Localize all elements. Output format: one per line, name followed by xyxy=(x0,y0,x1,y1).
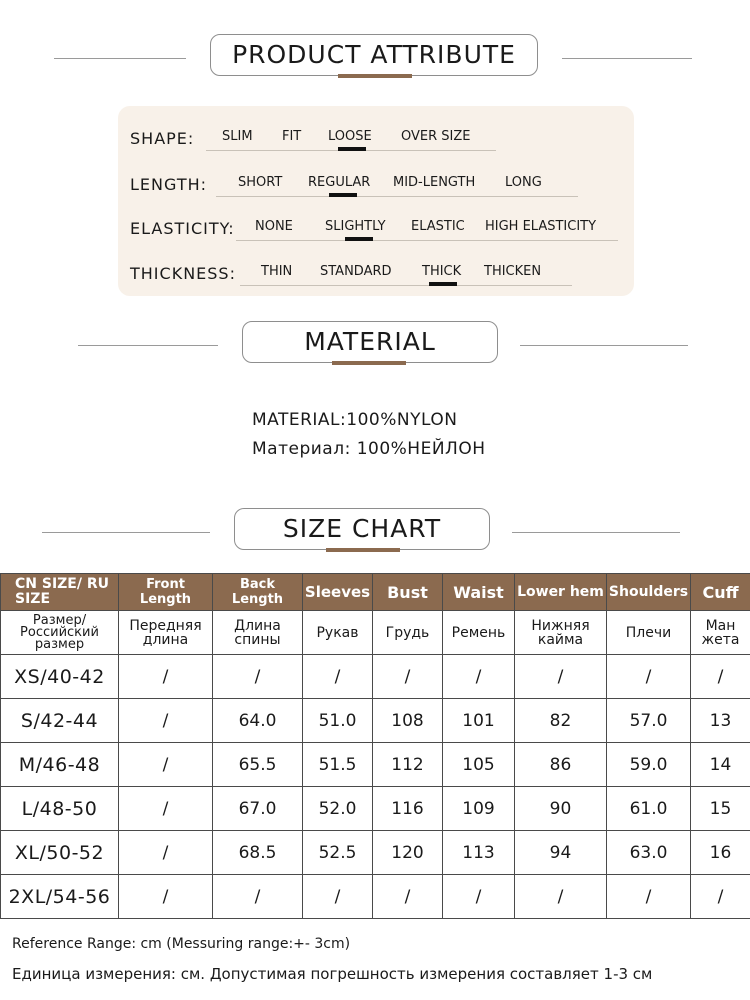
table-cell: 82 xyxy=(515,699,607,743)
table-cell: 15 xyxy=(691,787,750,831)
table-cell: 65.5 xyxy=(213,743,303,787)
table-cell: / xyxy=(213,655,303,699)
section-title: PRODUCT ATTRIBUTE xyxy=(210,34,538,76)
size-cell: L/48-50 xyxy=(1,787,119,831)
table-row xyxy=(1,655,750,699)
attribute-option-selected: THICK xyxy=(422,264,462,279)
attribute-option: SLIM xyxy=(222,129,253,144)
selected-marker xyxy=(345,237,373,241)
table-row xyxy=(1,787,750,831)
size-chart-header xyxy=(0,508,750,558)
column-header-ru: Грудь xyxy=(373,611,443,655)
column-header: Shoulders xyxy=(607,574,691,611)
size-cell: XL/50-52 xyxy=(1,831,119,875)
column-header: Lower hem xyxy=(515,574,607,611)
column-header-ru: Ман жета xyxy=(691,611,750,655)
attribute-rule xyxy=(236,240,618,241)
table-cell: 51.5 xyxy=(303,743,373,787)
attribute-option: THICKEN xyxy=(484,264,542,279)
table-cell: / xyxy=(373,655,443,699)
selected-marker xyxy=(429,282,457,286)
column-header-ru: Размер/ Российский размер xyxy=(1,611,119,655)
table-cell: 113 xyxy=(443,831,515,875)
divider-line xyxy=(562,58,692,59)
divider-line xyxy=(78,345,218,346)
column-header-ru: Передняя длина xyxy=(119,611,213,655)
table-cell: 16 xyxy=(691,831,750,875)
table-row xyxy=(1,699,750,743)
section-title: MATERIAL xyxy=(242,321,498,363)
attribute-row-thickness xyxy=(118,252,634,292)
column-header-ru: Нижняя кайма xyxy=(515,611,607,655)
table-cell: / xyxy=(607,875,691,919)
column-header-ru: Длина спины xyxy=(213,611,303,655)
product-attribute-header xyxy=(0,34,750,84)
table-cell: / xyxy=(303,875,373,919)
attribute-option: LONG xyxy=(505,175,542,190)
table-cell: 90 xyxy=(515,787,607,831)
selected-marker xyxy=(338,147,366,151)
table-cell: 63.0 xyxy=(607,831,691,875)
table-cell: / xyxy=(213,875,303,919)
attribute-option: ELASTIC xyxy=(411,219,465,234)
size-chart-table xyxy=(0,573,750,919)
table-cell: 112 xyxy=(373,743,443,787)
attribute-option: NONE xyxy=(255,219,293,234)
attribute-option: THIN xyxy=(261,264,293,279)
attribute-option: SHORT xyxy=(238,175,283,190)
material-header xyxy=(0,321,750,371)
attribute-row-elasticity xyxy=(118,207,634,247)
size-cell: M/46-48 xyxy=(1,743,119,787)
table-cell: 52.5 xyxy=(303,831,373,875)
column-header-ru: Плечи xyxy=(607,611,691,655)
table-cell: / xyxy=(443,655,515,699)
table-cell: / xyxy=(119,655,213,699)
table-cell: 108 xyxy=(373,699,443,743)
column-header: Sleeves xyxy=(303,574,373,611)
section-title: SIZE CHART xyxy=(234,508,490,550)
column-header: Waist xyxy=(443,574,515,611)
attribute-rule xyxy=(216,196,578,197)
attribute-option: FIT xyxy=(282,129,302,144)
table-cell: / xyxy=(515,655,607,699)
divider-line xyxy=(42,532,210,533)
size-cell: 2XL/54-56 xyxy=(1,875,119,919)
table-cell: / xyxy=(515,875,607,919)
table-cell: 59.0 xyxy=(607,743,691,787)
table-cell: / xyxy=(119,787,213,831)
divider-line xyxy=(512,532,680,533)
attribute-panel xyxy=(118,106,634,296)
attribute-row-length xyxy=(118,163,634,203)
table-cell: 68.5 xyxy=(213,831,303,875)
attribute-label: THICKNESS: xyxy=(130,264,236,283)
attribute-option-selected: REGULAR xyxy=(308,175,371,190)
table-cell: 52.0 xyxy=(303,787,373,831)
divider-line xyxy=(54,58,186,59)
table-cell: / xyxy=(373,875,443,919)
attribute-option: STANDARD xyxy=(320,264,392,279)
attribute-option-selected: SLIGHTLY xyxy=(325,219,386,234)
table-cell: 105 xyxy=(443,743,515,787)
table-cell: / xyxy=(443,875,515,919)
table-cell: 64.0 xyxy=(213,699,303,743)
table-cell: 109 xyxy=(443,787,515,831)
title-underline xyxy=(338,74,412,78)
table-cell: / xyxy=(303,655,373,699)
table-cell: 51.0 xyxy=(303,699,373,743)
column-header: Bust xyxy=(373,574,443,611)
table-cell: 94 xyxy=(515,831,607,875)
table-row xyxy=(1,743,750,787)
table-header-row xyxy=(1,574,750,611)
table-row xyxy=(1,875,750,919)
attribute-option: MID-LENGTH xyxy=(393,175,476,190)
table-cell: / xyxy=(119,699,213,743)
column-header: Front Length xyxy=(119,574,213,611)
selected-marker xyxy=(329,193,357,197)
size-cell: XS/40-42 xyxy=(1,655,119,699)
table-header-row-russian xyxy=(1,611,750,655)
table-cell: 67.0 xyxy=(213,787,303,831)
table-cell: 13 xyxy=(691,699,750,743)
divider-line xyxy=(520,345,688,346)
title-underline xyxy=(326,548,400,552)
attribute-row-shape xyxy=(118,117,634,157)
attribute-option: OVER SIZE xyxy=(401,129,471,144)
table-row xyxy=(1,831,750,875)
material-russian: Материал: 100%НЕЙЛОН xyxy=(252,439,486,459)
table-cell: / xyxy=(119,743,213,787)
table-cell: 116 xyxy=(373,787,443,831)
table-cell: / xyxy=(119,831,213,875)
attribute-label: SHAPE: xyxy=(130,129,195,148)
table-cell: 101 xyxy=(443,699,515,743)
column-header-ru: Рукав xyxy=(303,611,373,655)
table-cell: 61.0 xyxy=(607,787,691,831)
table-cell: / xyxy=(119,875,213,919)
title-underline xyxy=(332,361,406,365)
table-cell: / xyxy=(691,875,750,919)
footnote-english: Reference Range: cm (Messuring range:+- 3cm) xyxy=(12,936,351,952)
attribute-rule xyxy=(240,285,572,286)
column-header-ru: Ремень xyxy=(443,611,515,655)
table-cell: 57.0 xyxy=(607,699,691,743)
column-header: Cuff xyxy=(691,574,750,611)
material-english: MATERIAL:100%NYLON xyxy=(252,410,458,430)
size-cell: S/42-44 xyxy=(1,699,119,743)
column-header: Back Length xyxy=(213,574,303,611)
attribute-label: ELASTICITY: xyxy=(130,219,235,238)
footnote-russian: Единица измерения: см. Допустимая погрешность измерения составляет 1-3 см xyxy=(12,965,653,983)
table-cell: / xyxy=(691,655,750,699)
table-cell: 14 xyxy=(691,743,750,787)
table-cell: 120 xyxy=(373,831,443,875)
attribute-label: LENGTH: xyxy=(130,175,208,194)
attribute-option: HIGH ELASTICITY xyxy=(485,219,597,234)
table-cell: 86 xyxy=(515,743,607,787)
attribute-option-selected: LOOSE xyxy=(328,129,372,144)
column-header: CN SIZE/ RU SIZE xyxy=(1,574,119,611)
table-cell: / xyxy=(607,655,691,699)
